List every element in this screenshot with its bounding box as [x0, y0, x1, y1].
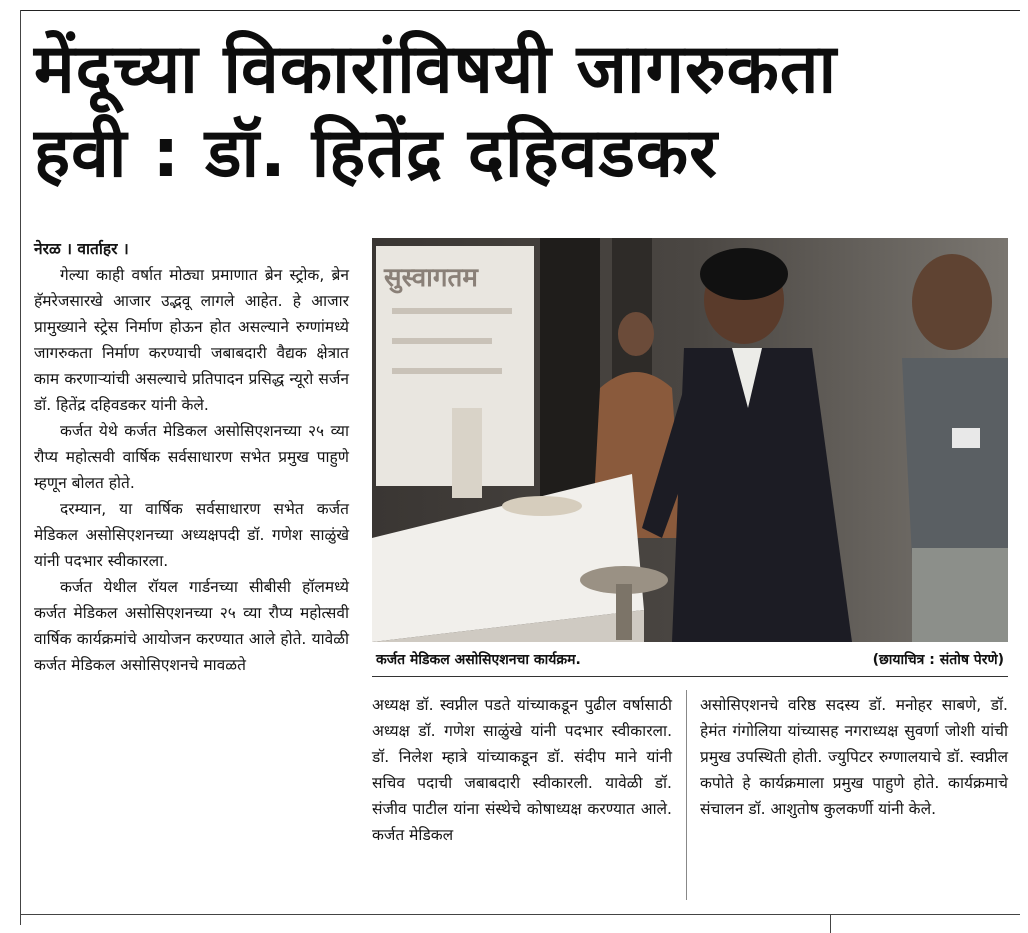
- paragraph: गेल्या काही वर्षात मोठ्या प्रमाणात ब्रेन स्ट्रोक, ब्रेन हॅमरेजसारखे आजार उद्भवू लागले आहेत. हे आजार प्रामुख्याने स्ट्रेस निर्माण होऊन होत असल्याने रुग्णांमध्ये जागरुकता निर्माण करण्याची जबाबदारी वैद्यक क्षेत्रात काम करणाऱ्यांची असल्याचे प्रतिपादन प्रसिद्ध न्यूरो सर्जन डॉ. हितेंद्र दहिवडकर यांनी केले.: [34, 266, 349, 414]
- banner-text: सुस्वागतम: [384, 263, 478, 293]
- headline: [34, 28, 1014, 196]
- paragraph: दरम्यान, या वार्षिक सर्वसाधारण सभेत कर्जत मेडिकल असोसिएशनच्या अध्यक्षपदी डॉ. गणेश साळुंखे यांनी पदभार स्वीकारला.: [34, 500, 349, 570]
- article-column-3: [700, 692, 1008, 822]
- photo-illustration: [372, 238, 1008, 642]
- paragraph: अध्यक्ष डॉ. स्वप्नील पडते यांच्याकडून पुढील वर्षासाठी अध्यक्ष डॉ. गणेश साळुंखे यांनी पदभार स्वीकारला. डॉ. निलेश म्हात्रे यांच्याकडून डॉ. संदीप माने यांनी सचिव पदाची जबाबदारी स्वीकारली. यावेळी डॉ. संजीव पाटील यांना संस्थेचे कोषाध्यक्ष करण्यात आले. कर्जत मेडिकल: [372, 696, 672, 844]
- left-rule: [20, 10, 21, 925]
- top-rule: [20, 10, 1020, 11]
- headline-line-1: मेंदूच्या विकारांविषयी जागरुकता: [34, 30, 838, 109]
- dateline: नेरळ । वार्ताहर ।: [34, 240, 129, 258]
- bottom-rule: [20, 914, 1020, 915]
- article-column-2: [372, 692, 672, 848]
- article-column-1: [34, 236, 349, 678]
- photo-credit: (छायाचित्र : संतोष पेरणे): [872, 652, 1004, 668]
- photo-caption-bar: [372, 646, 1008, 672]
- headline-line-2: हवी : डॉ. हितेंद्र दहिवडकर: [34, 114, 718, 193]
- column-divider: [686, 690, 687, 900]
- paragraph: कर्जत येथे कर्जत मेडिकल असोसिएशनच्या २५ व्या रौप्य महोत्सवी वार्षिक सर्वसाधारण सभेत प्रमुख पाहुणे म्हणून बोलत होते.: [34, 422, 349, 492]
- paragraph: कर्जत येथील रॉयल गार्डनच्या सीबीसी हॉलमध्ये कर्जत मेडिकल असोसिएशनच्या २५ व्या रौप्य महोत्सवी वार्षिक कार्यक्रमांचे आयोजन करण्यात आले होते. यावेळी कर्जत मेडिकल असोसिएशनचे मावळते: [34, 578, 349, 674]
- photo-caption: कर्जत मेडिकल असोसिएशनचा कार्यक्रम.: [376, 652, 581, 668]
- caption-rule: [372, 676, 1008, 677]
- paragraph: असोसिएशनचे वरिष्ठ सदस्य डॉ. मनोहर साबणे, डॉ. हेमंत गंगोलिया यांच्यासह नगराध्यक्ष सुवर्णा जोशी यांची प्रमुख उपस्थिती होती. ज्युपिटर रुग्णालयाचे डॉ. स्वप्नील कपोते हे कार्यक्रमाला प्रमुख पाहुणे होते. कार्यक्रमाचे संचालन डॉ. आशुतोष कुलकर्णी यांनी केले.: [700, 696, 1008, 818]
- bottom-tick: [830, 914, 831, 933]
- event-photo: [372, 238, 1008, 642]
- man-standing: [912, 254, 992, 350]
